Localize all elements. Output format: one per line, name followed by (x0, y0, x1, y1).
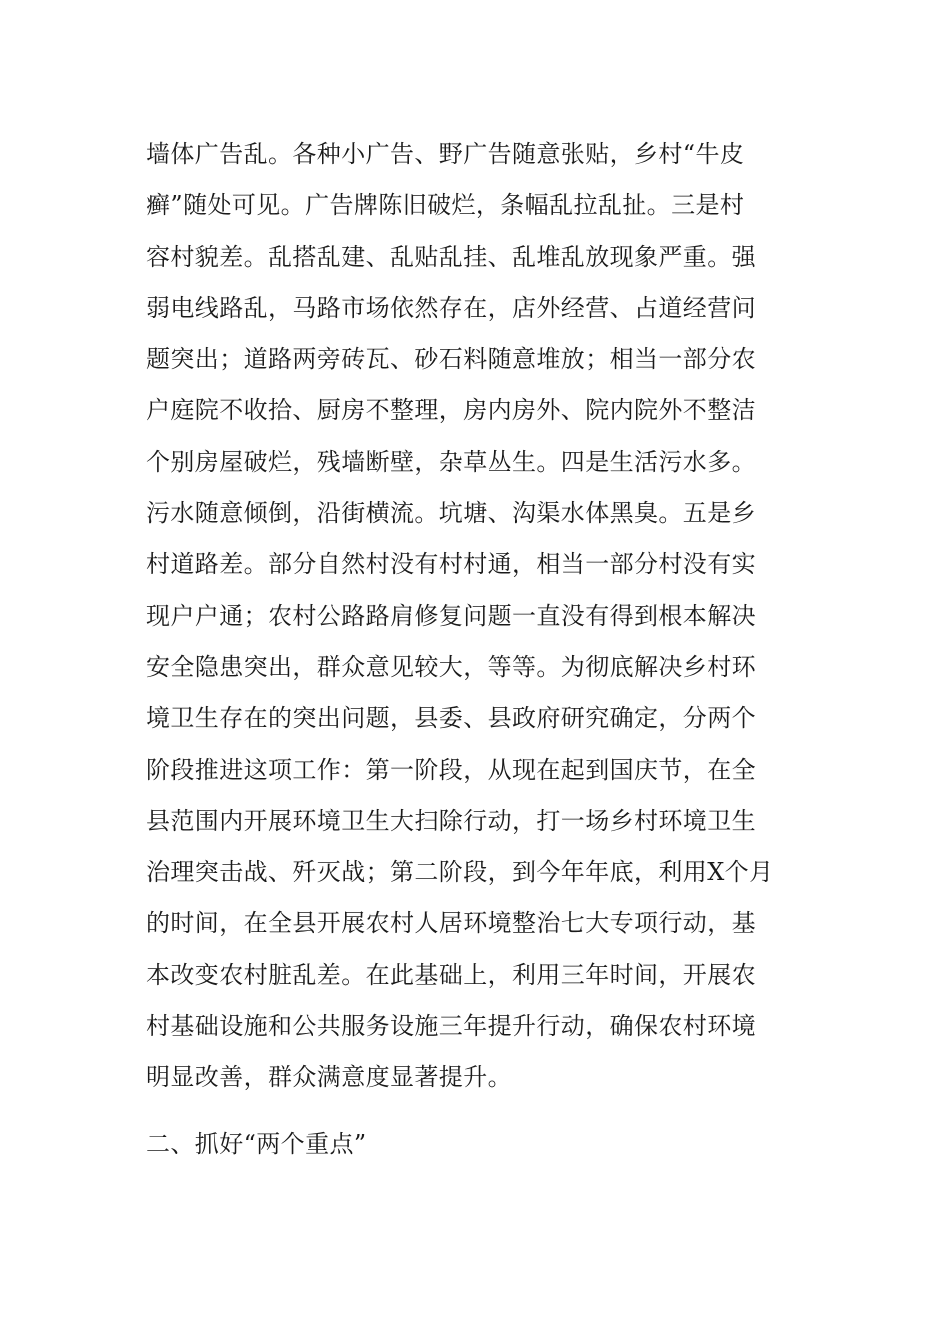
paragraph-line: 癣”随处可见。广告牌陈旧破烂，条幅乱拉乱扯。三是村 (146, 191, 745, 220)
paragraph-line: 户庭院不收拾、厨房不整理，房内房外、院内院外不整洁 (146, 396, 756, 425)
paragraph-line: 弱电线路乱，马路市场依然存在，店外经营、占道经营问 (146, 293, 756, 322)
paragraph-line: 的时间，在全县开展农村人居环境整治七大专项行动，基 (146, 909, 756, 938)
section-heading: 二、抓好“两个重点” (146, 1130, 367, 1158)
paragraph-line: 境卫生存在的突出问题，县委、县政府研究确定，分两个 (146, 704, 756, 733)
paragraph-line: 阶段推进这项工作：第一阶段，从现在起到国庆节，在全 (146, 755, 756, 784)
paragraph-line: 本改变农村脏乱差。在此基础上，利用三年时间，开展农 (146, 960, 756, 989)
paragraph-line: 县范围内开展环境卫生大扫除行动，打一场乡村环境卫生 (146, 806, 756, 835)
paragraph-line: 污水随意倾倒，沿街横流。坑塘、沟渠水体黑臭。五是乡 (146, 499, 756, 528)
paragraph-line: 容村貌差。乱搭乱建、乱贴乱挂、乱堆乱放现象严重。强 (146, 242, 756, 271)
paragraph-line: 村道路差。部分自然村没有村村通，相当一部分村没有实 (146, 550, 756, 579)
paragraph-line: 墙体广告乱。各种小广告、野广告随意张贴，乡村“牛皮 (146, 140, 745, 168)
paragraph-line: 个别房屋破烂，残墙断壁，杂草丛生。四是生活污水多。 (146, 447, 756, 476)
paragraph-line: 明显改善，群众满意度显著提升。 (146, 1063, 512, 1092)
paragraph-line: 安全隐患突出，群众意见较大，等等。为彻底解决乡村环 (146, 652, 756, 681)
paragraph-line: 村基础设施和公共服务设施三年提升行动，确保农村环境 (146, 1012, 756, 1041)
paragraph-line: 治理突击战、歼灭战；第二阶段，到今年年底，利用X个月 (146, 858, 774, 887)
paragraph-line: 现户户通；农村公路路肩修复问题一直没有得到根本解决 (146, 601, 756, 630)
paragraph-line: 题突出；道路两旁砖瓦、砂石料随意堆放；相当一部分农 (146, 345, 756, 374)
body-paragraph (146, 129, 806, 1104)
